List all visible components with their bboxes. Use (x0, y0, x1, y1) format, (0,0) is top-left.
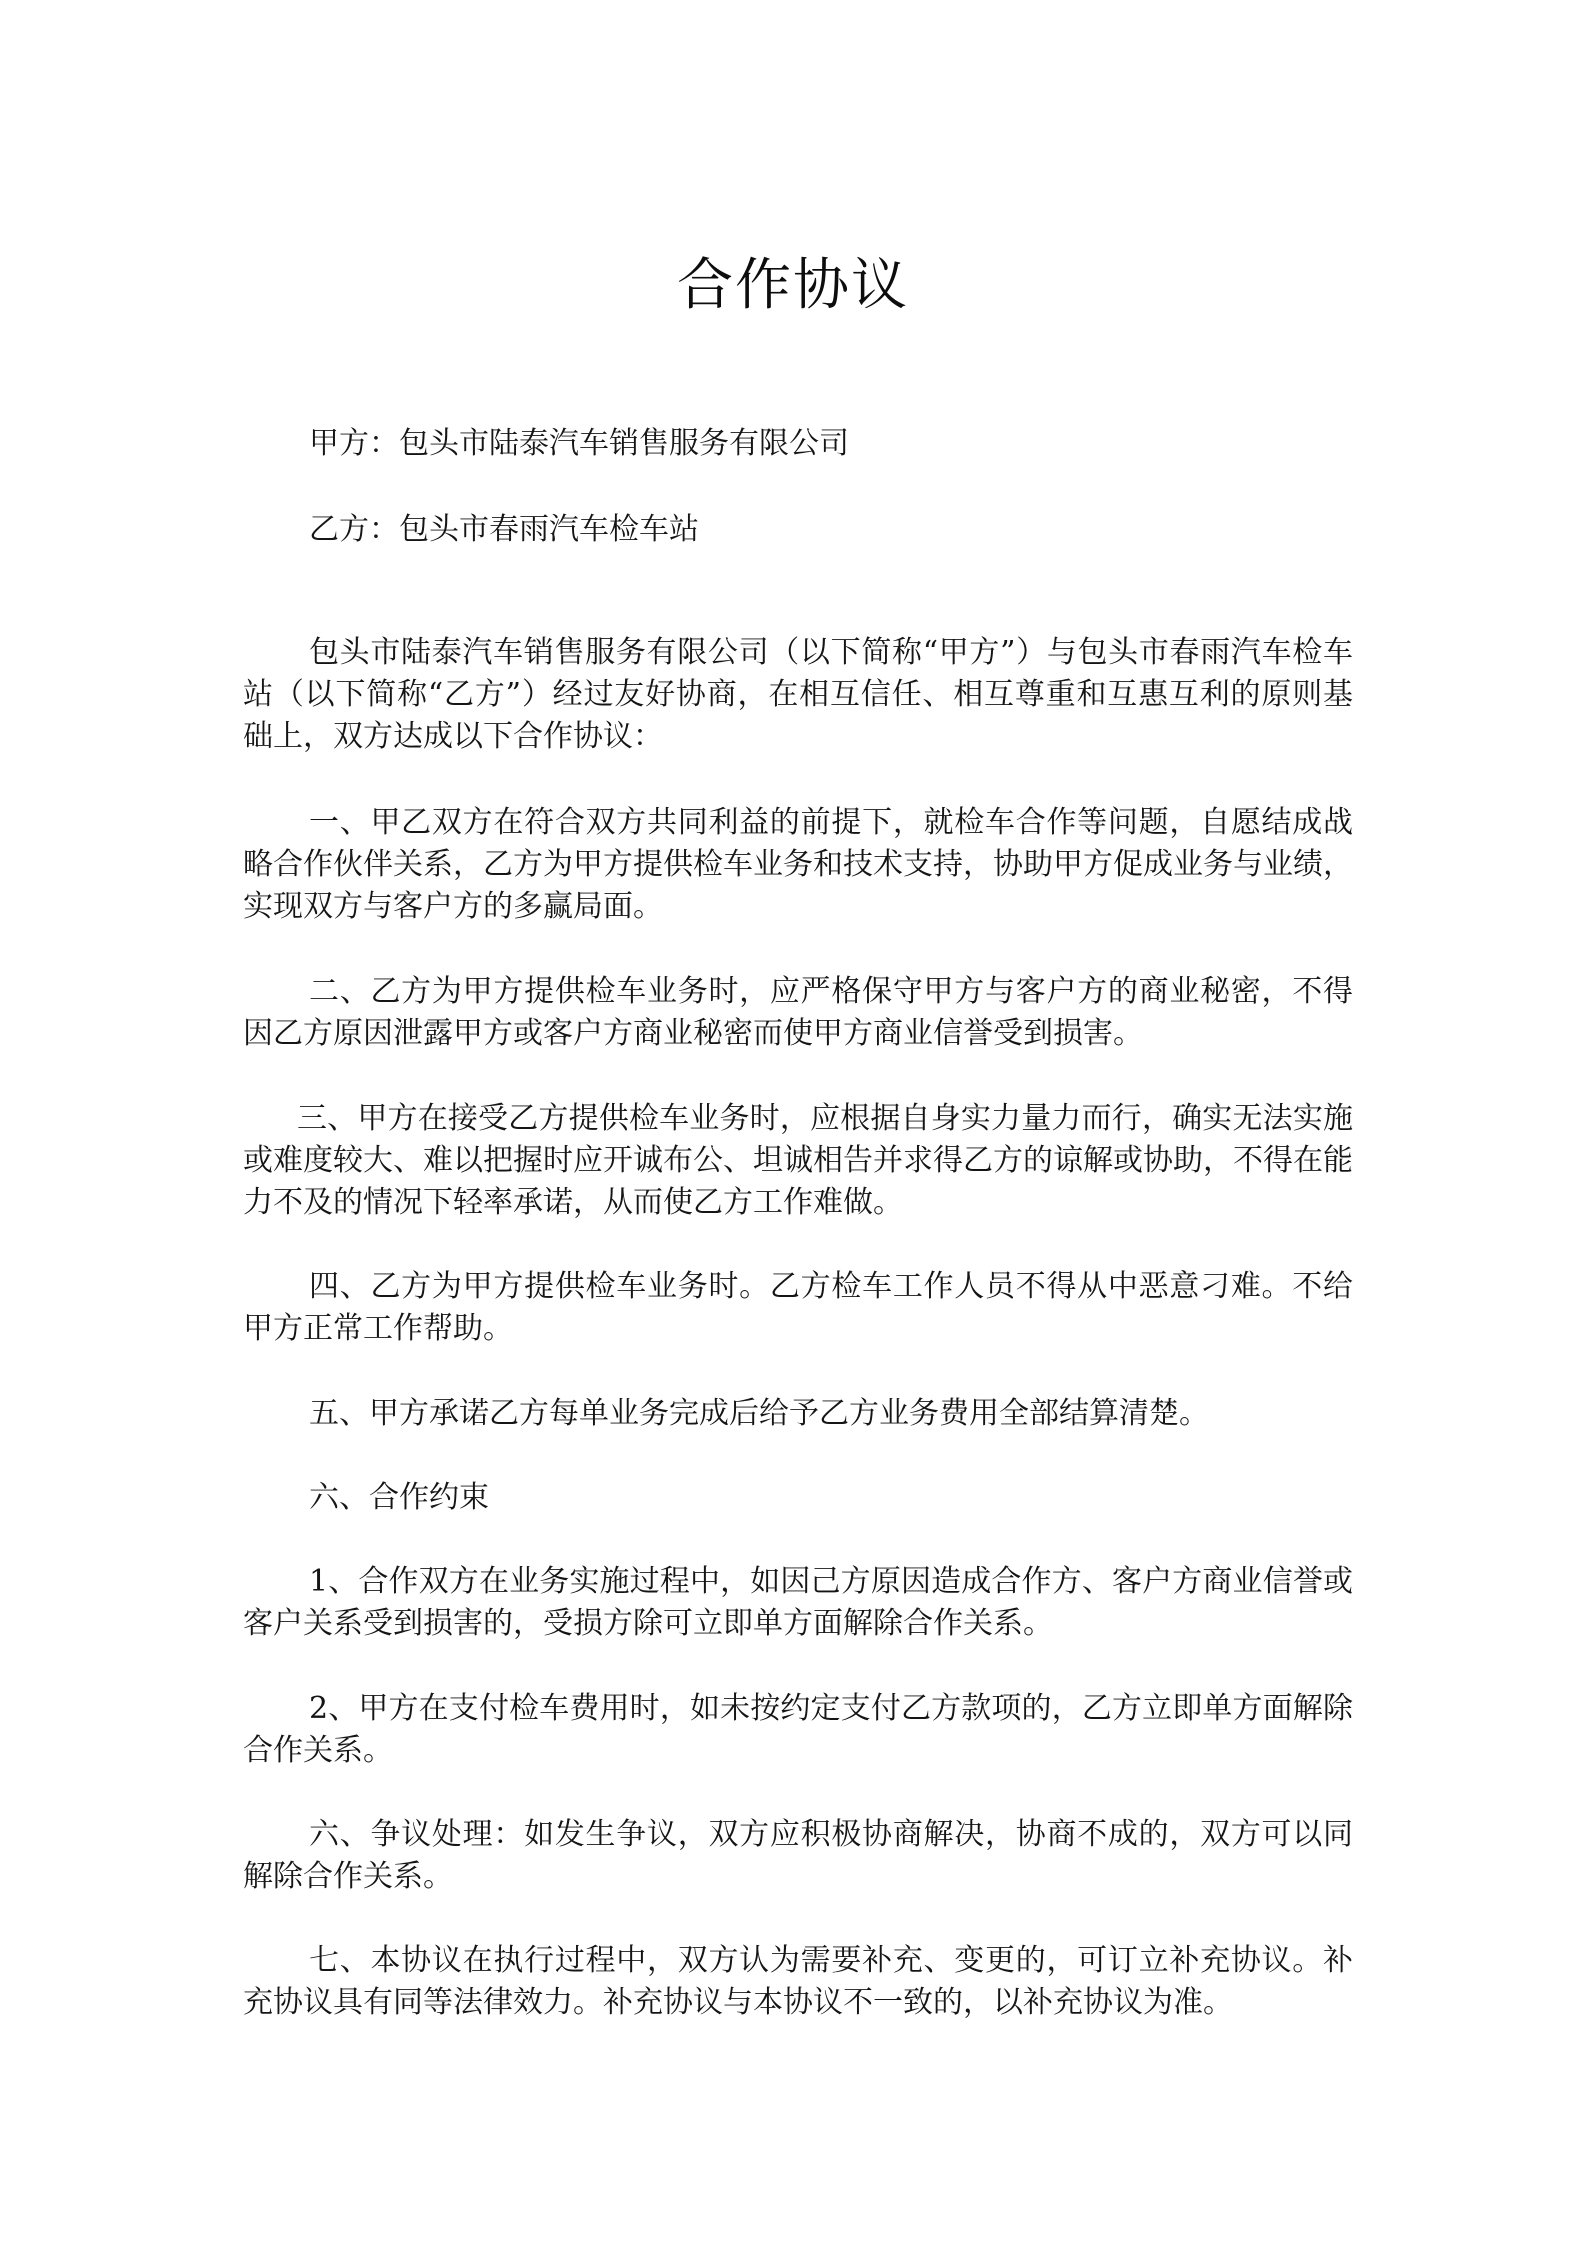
clause-5: 五、甲方承诺乙方每单业务完成后给予乙方业务费用全部结算清楚。 (309, 1396, 1209, 1431)
clause-2: 二、乙方为甲方提供检车业务时，应严格保守甲方与客户方的商业秘密，不得因乙方原因泄露甲方或客户方商业秘密而使甲方商业信誉受到损害。 (243, 974, 1353, 1051)
party-b-line: 乙方：包头市春雨汽车检车站 (309, 512, 699, 547)
clause-3: 三、甲方在接受乙方提供检车业务时，应根据自身实力量力而行，确实无法实施或难度较大、难以把握时应开诚布公、坦诚相告并求得乙方的谅解或协助，不得在能力不及的情况下轻率承诺，从而使乙方工作难做。 (243, 1101, 1353, 1220)
document-title: 合作协议 (677, 253, 909, 318)
clause-7: 七、本协议在执行过程中，双方认为需要补充、变更的，可订立补充协议。补充协议具有同等法律效力。补充协议与本协议不一致的，以补充协议为准。 (243, 1943, 1353, 2020)
clause-4: 四、乙方为甲方提供检车业务时。乙方检车工作人员不得从中恶意刁难。不给甲方正常工作帮助。 (243, 1269, 1353, 1346)
intro-paragraph: 包头市陆泰汽车销售服务有限公司（以下简称“甲方”）与包头市春雨汽车检车站（以下简称“乙方”）经过友好协商，在相互信任、相互尊重和互惠互利的原则基础上，双方达成以下合作协议： (243, 635, 1353, 754)
clause-6-heading: 六、合作约束 (309, 1480, 489, 1515)
party-a-line: 甲方：包头市陆泰汽车销售服务有限公司 (309, 426, 849, 461)
clause-dispute: 六、争议处理：如发生争议，双方应积极协商解决，协商不成的，双方可以同解除合作关系。 (243, 1817, 1353, 1894)
clause-1: 一、甲乙双方在符合双方共同利益的前提下，就检车合作等问题，自愿结成战略合作伙伴关系，乙方为甲方提供检车业务和技术支持，协助甲方促成业务与业绩，实现双方与客户方的多赢局面。 (243, 805, 1353, 924)
clause-6-item-1: 1、合作双方在业务实施过程中，如因己方原因造成合作方、客户方商业信誉或客户关系受到损害的，受损方除可立即单方面解除合作关系。 (243, 1564, 1353, 1641)
clause-6-item-2: 2、甲方在支付检车费用时，如未按约定支付乙方款项的，乙方立即单方面解除合作关系。 (243, 1691, 1353, 1768)
